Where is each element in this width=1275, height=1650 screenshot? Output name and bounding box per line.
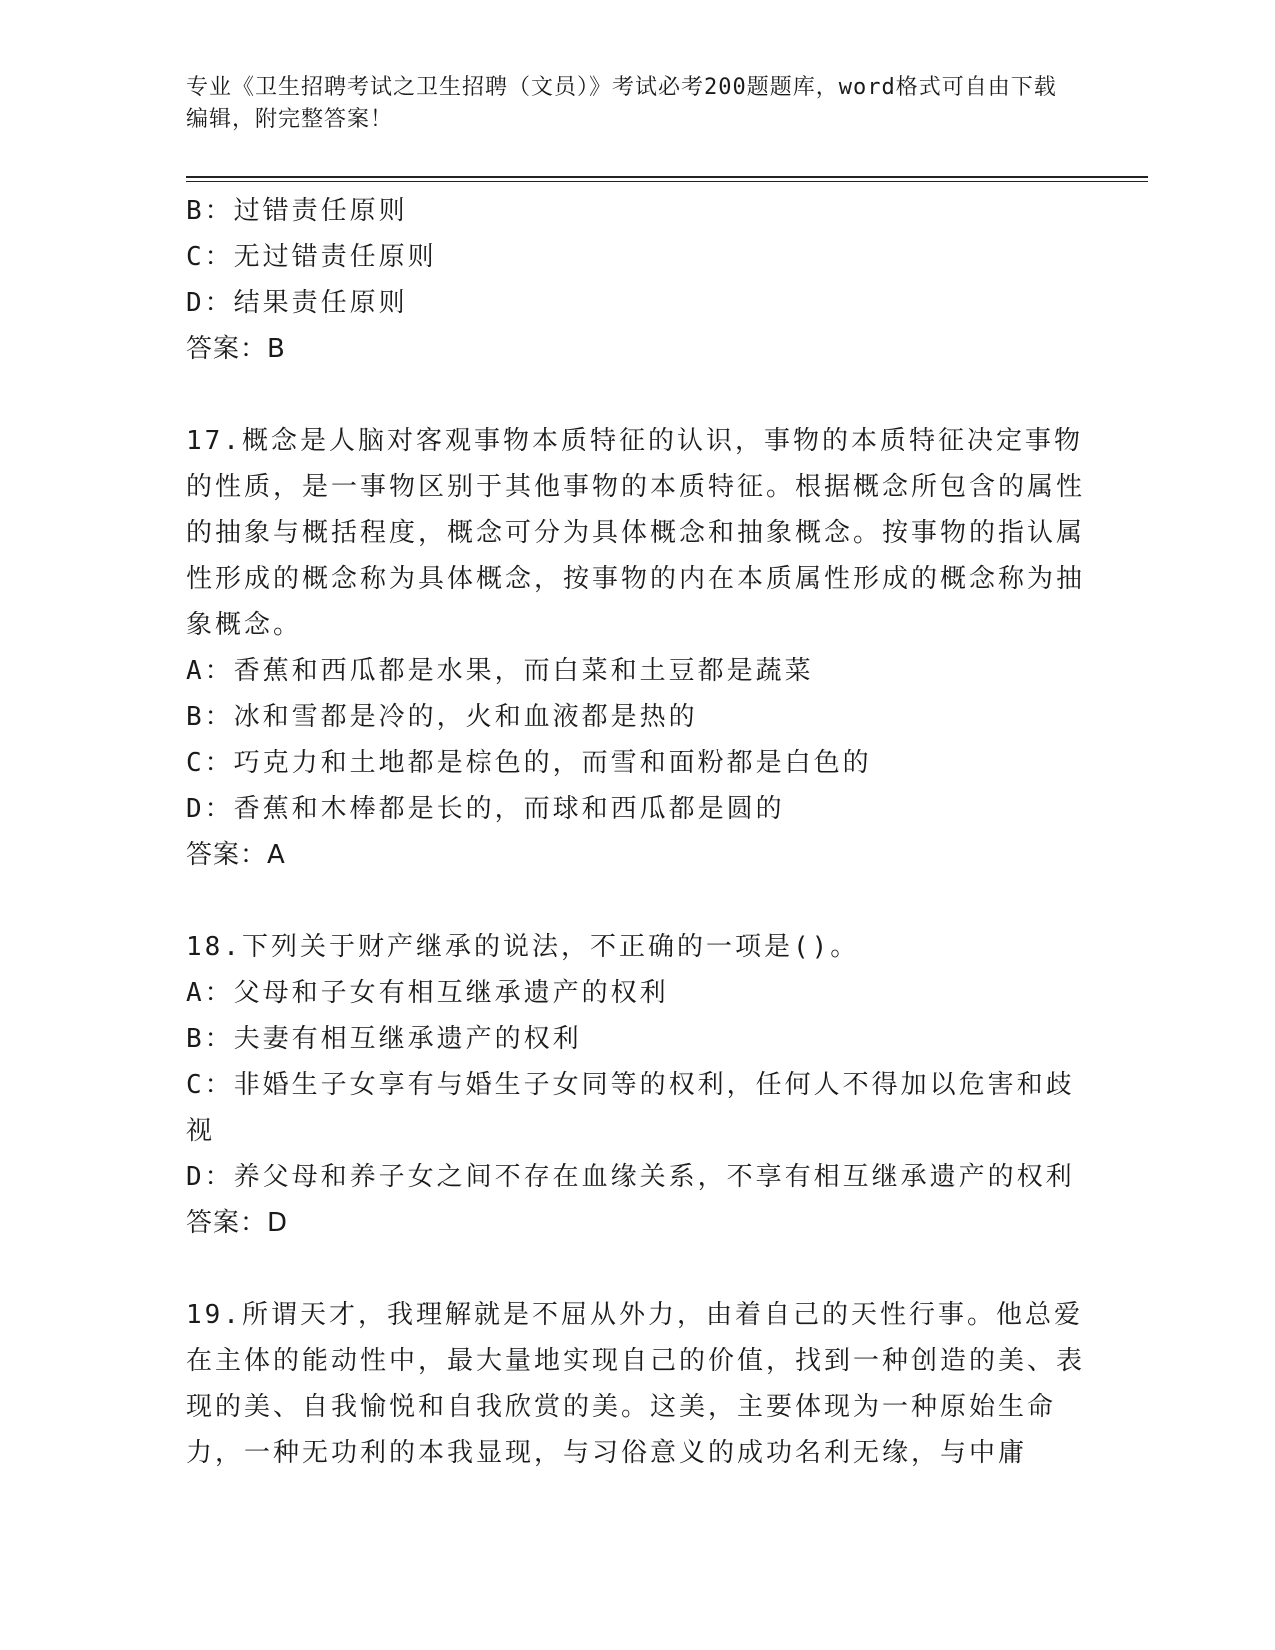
- option-c: C：无过错责任原则: [186, 242, 437, 272]
- option-a: A：香蕉和西瓜都是水果，而白菜和土豆都是蔬菜: [186, 656, 814, 686]
- question-18: [186, 924, 1086, 1246]
- question-stem: 17.概念是人脑对客观事物本质特征的认识，事物的本质特征决定事物的性质，是一事物区别于其他事物的本质特征。根据概念所包含的属性的抽象与概括程度，概念可分为具体概念和抽象概念。按事物的指认属性形成的概念称为具体概念，按事物的内在本质属性形成的概念称为抽象概念。: [186, 426, 1086, 640]
- answer-line: 答案：B: [186, 334, 286, 364]
- option-c: C：非婚生子女享有与婚生子女同等的权利，任何人不得加以危害和歧视: [186, 1070, 1075, 1146]
- answer-line: 答案：D: [186, 1208, 289, 1238]
- header-divider-thick: [186, 176, 1148, 178]
- header-divider-thin: [186, 181, 1148, 182]
- document-header: 专业《卫生招聘考试之卫生招聘（文员）》考试必考200题题库，word格式可自由下载编辑，附完整答案！: [186, 75, 1057, 132]
- question-17: [186, 418, 1086, 878]
- question-stem: 18.下列关于财产继承的说法，不正确的一项是()。: [186, 932, 860, 962]
- question-19: [186, 1292, 1086, 1476]
- spacer: [186, 878, 1086, 924]
- answer-line: 答案：A: [186, 840, 286, 870]
- option-c: C：巧克力和土地都是棕色的，而雪和面粉都是白色的: [186, 748, 872, 778]
- option-b: B：夫妻有相互继承遗产的权利: [186, 1024, 582, 1054]
- option-b: B：冰和雪都是冷的，火和血液都是热的: [186, 702, 698, 732]
- option-d: D：结果责任原则: [186, 288, 408, 318]
- spacer: [186, 1246, 1086, 1292]
- option-d: D：养父母和养子女之间不存在血缘关系，不享有相互继承遗产的权利: [186, 1162, 1075, 1192]
- option-d: D：香蕉和木棒都是长的，而球和西瓜都是圆的: [186, 794, 785, 824]
- question-stem: 19.所谓天才，我理解就是不屈从外力，由着自己的天性行事。他总爱在主体的能动性中，最大量地实现自己的价值，找到一种创造的美、表现的美、自我愉悦和自我欣赏的美。这美，主要体现为一种原始生命力，一种无功利的本我显现，与习俗意义的成功名利无缘，与中庸: [186, 1300, 1086, 1468]
- option-a: A：父母和子女有相互继承遗产的权利: [186, 978, 669, 1008]
- spacer: [186, 372, 1086, 418]
- previous-question: [186, 188, 1086, 372]
- document-body: [186, 188, 1086, 1476]
- option-b: B：过错责任原则: [186, 196, 408, 226]
